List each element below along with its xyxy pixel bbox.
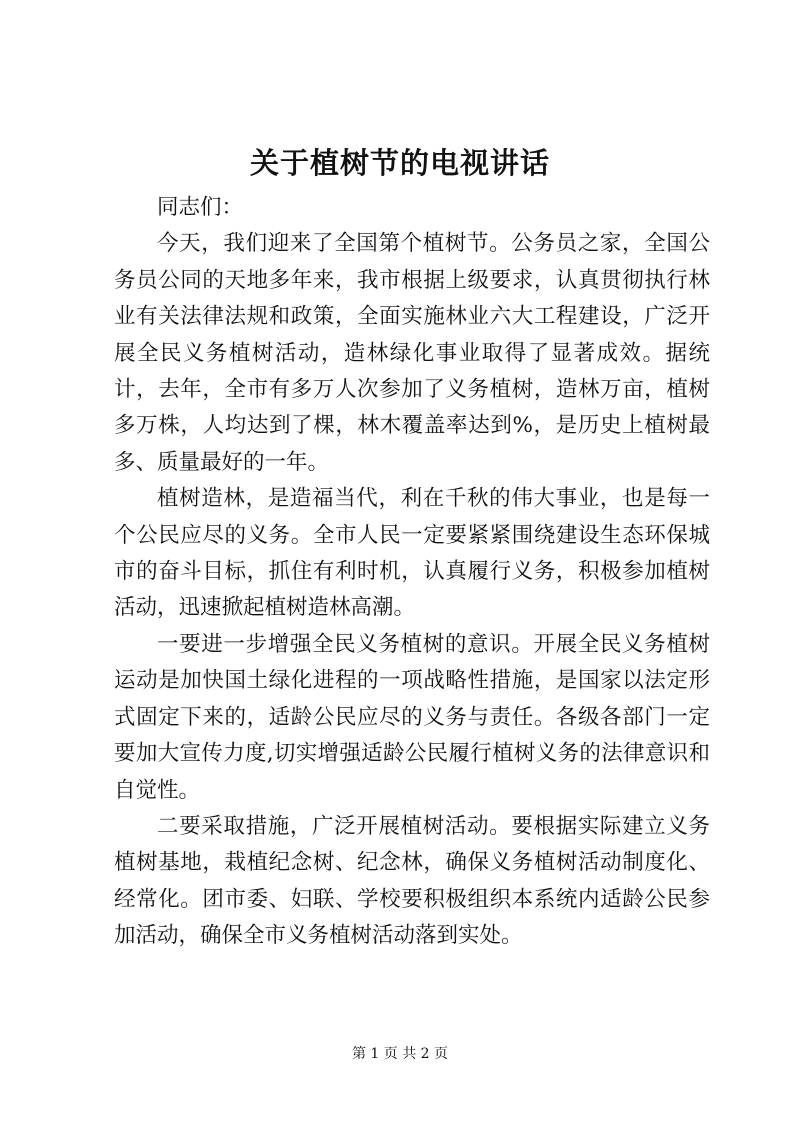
document-title: 关于植树节的电视讲话 [249, 146, 550, 180]
body-paragraph-3: 一要进一步增强全民义务植树的意识。开展全民义务植树运动是加快国土绿化进程的一项战略性措施，是国家以法定形式固定下来的，适龄公民应尽的义务与责任。各级各部门一定要加大宣传力度,切实增强适龄公民履行植树义务的法律意识和自觉性。 [114, 631, 710, 803]
body-paragraph-4: 二要采取措施，广泛开展植树活动。要根据实际建立义务植树基地，栽植纪念树、纪念林，确保义务植树活动制度化、经常化。团市委、妇联、学校要积极组织本系统内适龄公民参加活动，确保全市义务植树活动落到实处。 [114, 813, 710, 949]
document-body [114, 190, 710, 955]
greeting-paragraph: 同志们： [157, 195, 244, 220]
page-number-footer: 第 1 页 共 2 页 [351, 1046, 449, 1062]
body-paragraph-1: 今天，我们迎来了全国第个植树节。公务员之家，全国公务员公同的天地多年来，我市根据上级要求，认真贯彻执行林业有关法律法规和政策，全面实施林业六大工程建设，广泛开展全民义务植树活动，造林绿化事业取得了显著成效。据统计，去年，全市有多万人次参加了义务植树，造林万亩，植树多万株，人均达到了棵，林木覆盖率达到%，是历史上植树最多、质量最好的一年。 [114, 231, 710, 475]
body-paragraph-2: 植树造林，是造福当代，利在千秋的伟大事业，也是每一个公民应尽的义务。全市人民一定要紧紧围绕建设生态环保城市的奋斗目标，抓住有利时机，认真履行义务，积极参加植树活动，迅速掀起植树造林高潮。 [114, 486, 710, 621]
